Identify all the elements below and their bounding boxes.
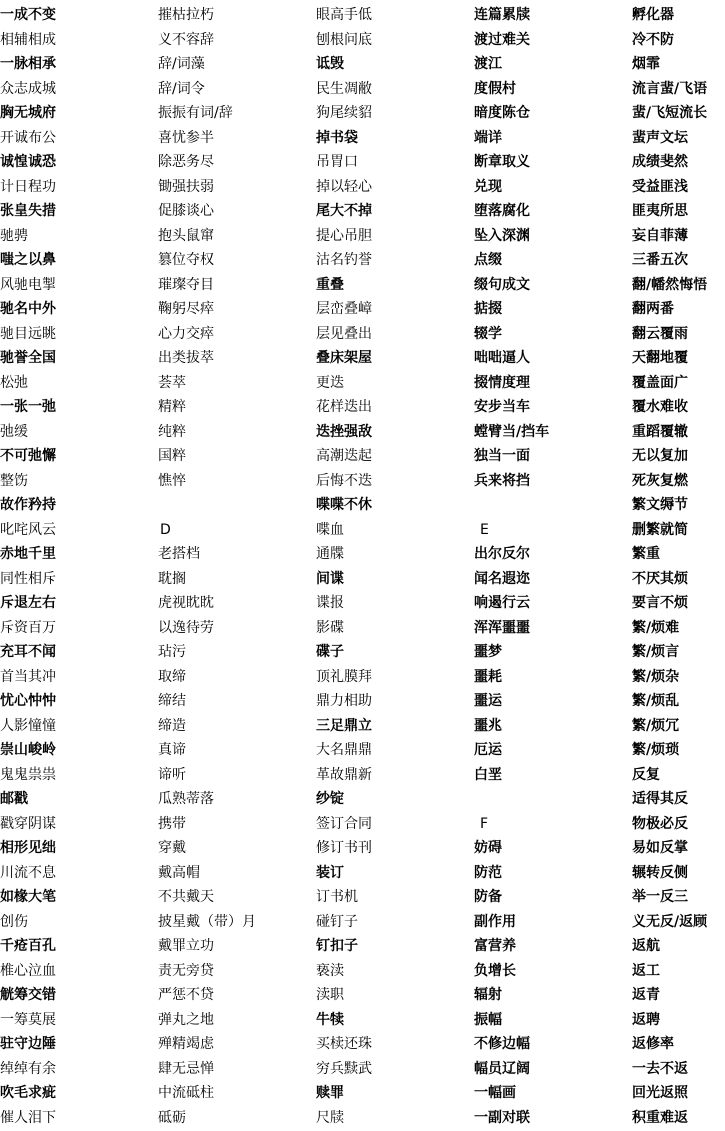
word-entry: 鼎力相助 — [316, 693, 372, 709]
word-entry: 一去不返 — [632, 1060, 688, 1077]
word-entry: 妄自菲薄 — [632, 227, 688, 244]
word-entry: 赎罪 — [316, 1085, 344, 1101]
word-entry — [474, 787, 632, 812]
word-entry: 篡位夺权 — [158, 252, 214, 268]
word-entry: 厄运 — [474, 742, 502, 758]
word-entry: 订书机 — [316, 889, 358, 905]
word-entry: 防备 — [474, 889, 502, 905]
word-entry: 真谛 — [158, 742, 186, 758]
word-entry: 耽搁 — [158, 570, 186, 587]
word-entry: 不可弛懈 — [0, 448, 56, 464]
word-entry: 忧心忡忡 — [0, 693, 56, 709]
word-entry: 渡过难关 — [474, 31, 530, 48]
word-entry: 兑现 — [474, 178, 502, 195]
word-entry: 责无旁贷 — [158, 962, 214, 979]
word-entry: 重蹈覆辙 — [632, 423, 688, 440]
word-entry: 掉以轻心 — [316, 178, 372, 195]
word-entry: 弛缓 — [0, 423, 28, 440]
word-entry: 赤地千里 — [0, 546, 56, 562]
word-entry: 掇情度理 — [474, 374, 530, 391]
word-entry: 孵化器 — [632, 7, 674, 23]
word-entry: 花样迭出 — [316, 399, 372, 415]
word-entry: 辞/词藻 — [158, 56, 205, 72]
word-entry: 肆无忌惮 — [158, 1060, 214, 1077]
word-entry: 吹毛求疵 — [0, 1085, 56, 1101]
word-entry: 同性相斥 — [0, 570, 56, 587]
word-entry: 流言蜚/飞语 — [632, 80, 708, 97]
word-entry: 驰名中外 — [0, 301, 56, 317]
word-entry: 三番五次 — [632, 252, 688, 268]
word-entry: 虎视眈眈 — [158, 595, 214, 611]
word-entry: 故作矜持 — [0, 497, 56, 513]
word-entry: 斥退左右 — [0, 595, 56, 611]
word-entry: 取缔 — [158, 668, 186, 685]
word-entry: 辗转反侧 — [632, 864, 688, 881]
word-entry: 老搭档 — [158, 546, 200, 562]
word-entry: 辐射 — [474, 987, 502, 1003]
word-entry: 一成不变 — [0, 7, 56, 23]
word-entry: 通牒 — [316, 546, 344, 562]
word-entry: 响遏行云 — [474, 595, 530, 611]
word-entry: 憔悴 — [158, 472, 186, 489]
word-entry: 返航 — [632, 938, 660, 954]
word-entry: 负增长 — [474, 962, 516, 979]
word-entry: 适得其反 — [632, 791, 688, 807]
word-entry: 白垩 — [474, 766, 502, 783]
word-entry: 浑浑噩噩 — [474, 619, 530, 636]
word-entry: 繁/烦乱 — [632, 693, 680, 709]
word-entry: 影碟 — [316, 619, 344, 636]
column-5 — [632, 3, 725, 1130]
word-entry: 碟子 — [316, 644, 344, 660]
word-entry: 噩兆 — [474, 717, 502, 734]
word-entry: 邮戳 — [0, 791, 28, 807]
word-entry: 妨碍 — [474, 840, 502, 856]
word-entry: 谛听 — [158, 766, 186, 783]
word-entry: 返聘 — [632, 1011, 660, 1028]
word-entry: 返工 — [632, 962, 660, 979]
word-entry: 碰钉子 — [316, 913, 358, 930]
word-entry: 璀璨夺目 — [158, 276, 214, 293]
word-entry: 签订合同 — [316, 815, 372, 832]
word-entry: 严惩不贷 — [158, 987, 214, 1003]
word-entry: 纯粹 — [158, 423, 186, 440]
word-entry: 如椽大笔 — [0, 889, 56, 905]
word-entry: 诚惶诚恐 — [0, 154, 56, 170]
word-entry: 度假村 — [474, 80, 516, 97]
word-entry: 玷污 — [158, 644, 186, 660]
word-entry: 断章取义 — [474, 154, 530, 170]
word-entry: 蜚/飞短流长 — [632, 105, 708, 121]
word-entry: 噩运 — [474, 693, 502, 709]
section-letter: F — [480, 815, 489, 832]
word-entry: 尺牍 — [316, 1109, 344, 1126]
word-entry: 成绩斐然 — [632, 154, 688, 170]
word-entry: 纱锭 — [316, 791, 344, 807]
word-entry: 革故鼎新 — [316, 766, 372, 783]
word-entry: 无以复加 — [632, 448, 688, 464]
word-entry: 计日程功 — [0, 178, 56, 195]
word-entry: 充耳不闻 — [0, 644, 56, 660]
word-entry: 驰骋 — [0, 227, 28, 244]
word-entry: 促膝谈心 — [158, 203, 214, 219]
word-entry — [474, 493, 632, 518]
word-entry: 抱头鼠窜 — [158, 227, 214, 244]
word-entry: 提心吊胆 — [316, 227, 372, 244]
word-entry: 人影憧憧 — [0, 717, 56, 734]
word-entry: 反复 — [632, 766, 660, 783]
word-entry: 一幅画 — [474, 1085, 516, 1101]
word-entry: 携带 — [158, 815, 186, 832]
word-entry: 以逸待劳 — [158, 619, 214, 636]
word-entry: 义无反/返顾 — [632, 913, 708, 930]
word-entry: 胸无城府 — [0, 105, 56, 121]
word-entry: 三足鼎立 — [316, 717, 372, 734]
word-entry: 更迭 — [316, 374, 344, 391]
word-entry: 出尔反尔 — [474, 546, 530, 562]
word-entry: 牛犊 — [316, 1011, 344, 1028]
word-entry: 摧枯拉朽 — [158, 7, 214, 23]
word-entry: 幅员辽阔 — [474, 1060, 530, 1077]
word-entry: 张皇失措 — [0, 203, 56, 219]
word-entry: 物极必反 — [632, 815, 688, 832]
word-entry: 繁文缛节 — [632, 497, 688, 513]
word-entry: 谍报 — [316, 595, 344, 611]
word-entry: 相辅相成 — [0, 31, 56, 48]
word-entry: 振振有词/辞 — [158, 105, 233, 121]
word-entry: 叱咤风云 — [0, 521, 56, 538]
word-entry: 闻名遐迩 — [474, 570, 530, 587]
word-entry: 副作用 — [474, 913, 516, 930]
word-entry: 安步当车 — [474, 399, 530, 415]
word-entry: 觥筹交错 — [0, 987, 56, 1003]
word-entry: 翻两番 — [632, 301, 674, 317]
word-entry: 一筹莫展 — [0, 1011, 56, 1028]
word-entry: 喜忧参半 — [158, 129, 214, 146]
word-entry: 天翻地覆 — [632, 350, 688, 366]
word-entry: 荟萃 — [158, 374, 186, 391]
word-entry: 买椟还珠 — [316, 1036, 372, 1052]
word-entry: 椎心泣血 — [0, 962, 56, 979]
word-entry: 除恶务尽 — [158, 154, 214, 170]
word-entry: 驰目远眺 — [0, 325, 56, 342]
word-entry: 翻/幡然悔悟 — [632, 276, 708, 293]
word-entry: 大名鼎鼎 — [316, 742, 372, 758]
word-entry: 回光返照 — [632, 1085, 688, 1101]
word-entry: 咄咄逼人 — [474, 350, 530, 366]
word-entry: 亵渎 — [316, 962, 344, 979]
word-entry: 戴高帽 — [158, 864, 200, 881]
word-entry: 要言不烦 — [632, 595, 688, 611]
word-entry: 繁/烦言 — [632, 644, 680, 660]
word-entry: 穷兵黩武 — [316, 1060, 372, 1077]
word-entry: 一副对联 — [474, 1109, 530, 1126]
word-entry: 缔造 — [158, 717, 186, 734]
word-entry: 顶礼膜拜 — [316, 668, 372, 685]
word-entry: 首当其冲 — [0, 668, 56, 685]
word-entry — [158, 493, 316, 518]
word-entry: 川流不息 — [0, 864, 56, 881]
word-entry: 繁/烦冗 — [632, 717, 680, 734]
word-entry: 戳穿阴谋 — [0, 815, 56, 832]
section-letter: E — [480, 521, 489, 538]
word-entry: 暗度陈仓 — [474, 105, 530, 121]
word-entry: 重叠 — [316, 276, 344, 293]
word-entry: 叠床架屋 — [316, 350, 372, 366]
word-entry: 驰誉全国 — [0, 350, 56, 366]
word-entry: 刨根问底 — [316, 31, 372, 48]
word-entry: 吊胃口 — [316, 154, 358, 170]
column-2 — [158, 3, 316, 1130]
word-entry: 心力交瘁 — [158, 325, 214, 342]
word-entry: 死灰复燃 — [632, 472, 688, 489]
word-entry: 斥资百万 — [0, 619, 56, 636]
word-entry: 冷不防 — [632, 31, 674, 48]
word-entry: 缔结 — [158, 693, 186, 709]
word-entry: 千疮百孔 — [0, 938, 56, 954]
word-entry: 缀句成文 — [474, 276, 530, 293]
word-entry: 一张一弛 — [0, 399, 56, 415]
word-entry: 删繁就简 — [632, 521, 688, 538]
word-entry: 堕落腐化 — [474, 203, 530, 219]
word-entry: 渎职 — [316, 987, 344, 1003]
word-entry: 出类拔萃 — [158, 350, 214, 366]
word-entry: 间谍 — [316, 570, 344, 587]
word-entry: 民生凋敝 — [316, 80, 372, 97]
word-entry: 锄强扶弱 — [158, 178, 214, 195]
column-1 — [0, 3, 158, 1130]
word-entry: 义不容辞 — [158, 31, 214, 48]
word-entry: 掂掇 — [474, 301, 502, 317]
word-entry: 装订 — [316, 864, 344, 881]
word-entry: 开诚布公 — [0, 129, 56, 146]
word-entry: 返青 — [632, 987, 660, 1003]
word-entry: 噩耗 — [474, 668, 502, 685]
word-entry: 整饬 — [0, 472, 28, 489]
section-letter: D — [160, 521, 171, 538]
word-entry: 繁重 — [632, 546, 660, 562]
word-entry: 鞠躬尽瘁 — [158, 301, 214, 317]
word-entry: 狗尾续貂 — [316, 105, 372, 121]
word-entry: 迭挫强敌 — [316, 423, 372, 440]
word-entry: 螳臂当/挡车 — [474, 423, 550, 440]
word-entry: 众志成城 — [0, 80, 56, 97]
word-entry: 坠入深渊 — [474, 227, 530, 244]
word-entry: 中流砥柱 — [158, 1085, 214, 1101]
word-entry: 不厌其烦 — [632, 570, 688, 587]
word-entry: 高潮迭起 — [316, 448, 372, 464]
word-entry: 殚精竭虑 — [158, 1036, 214, 1052]
word-entry: 钉扣子 — [316, 938, 358, 954]
word-entry: 积重难返 — [632, 1109, 688, 1126]
word-entry: 诋毁 — [316, 56, 344, 72]
word-entry: 崇山峻岭 — [0, 742, 56, 758]
word-entry: 风驰电掣 — [0, 276, 56, 293]
word-entry: 国粹 — [158, 448, 186, 464]
word-entry: 弹丸之地 — [158, 1011, 214, 1028]
word-entry: 端详 — [474, 129, 502, 146]
word-entry: 修订书刊 — [316, 840, 372, 856]
column-4 — [474, 3, 632, 1130]
word-entry: 沽名钓誉 — [316, 252, 372, 268]
word-entry: 瓜熟蒂落 — [158, 791, 214, 807]
word-entry: 驻守边陲 — [0, 1036, 56, 1052]
word-entry: 松弛 — [0, 374, 28, 391]
word-entry: 层峦叠嶂 — [316, 301, 372, 317]
word-entry: 绰绰有余 — [0, 1060, 56, 1077]
word-entry: 返修率 — [632, 1036, 674, 1052]
word-entry: 戴罪立功 — [158, 938, 214, 954]
word-entry: 穿戴 — [158, 840, 186, 856]
word-entry: 眼高手低 — [316, 7, 372, 23]
word-entry: 繁/烦难 — [632, 619, 680, 636]
word-entry: 砥砺 — [158, 1109, 186, 1126]
word-entry: 噩梦 — [474, 644, 502, 660]
word-entry: 举一反三 — [632, 889, 688, 905]
word-entry: 匪夷所思 — [632, 203, 688, 219]
word-entry: 催人泪下 — [0, 1109, 56, 1126]
word-entry: 独当一面 — [474, 448, 530, 464]
column-3 — [316, 3, 474, 1130]
word-entry: 连篇累牍 — [474, 7, 530, 23]
word-entry: 渡江 — [474, 56, 502, 72]
word-entry: 辍学 — [474, 325, 502, 342]
word-entry: 一脉相承 — [0, 56, 56, 72]
word-entry: 繁/烦琐 — [632, 742, 680, 758]
word-entry: 相形见绌 — [0, 840, 56, 856]
word-entry: 防范 — [474, 864, 502, 881]
word-entry: 点缀 — [474, 252, 502, 268]
word-entry: 覆水难收 — [632, 399, 688, 415]
word-entry: 覆盖面广 — [632, 374, 688, 391]
word-entry: 掉书袋 — [316, 129, 358, 146]
word-entry: 精粹 — [158, 399, 186, 415]
word-entry: 翻云覆雨 — [632, 325, 688, 342]
word-entry: 喋血 — [316, 521, 344, 538]
word-entry: 不修边幅 — [474, 1036, 530, 1052]
word-entry: 鬼鬼祟祟 — [0, 766, 56, 783]
word-entry: 尾大不掉 — [316, 203, 372, 219]
word-entry: 受益匪浅 — [632, 178, 688, 195]
word-entry: 兵来将挡 — [474, 472, 530, 489]
word-entry: 辞/词令 — [158, 80, 205, 97]
word-entry: 不共戴天 — [158, 889, 214, 905]
word-entry: 层见叠出 — [316, 325, 372, 342]
word-entry: 振幅 — [474, 1011, 502, 1028]
word-entry: 喋喋不休 — [316, 497, 372, 513]
word-entry: 烟霏 — [632, 56, 660, 72]
word-entry: 后悔不迭 — [316, 472, 372, 489]
word-entry: 创伤 — [0, 913, 28, 930]
idiom-table — [0, 3, 725, 1130]
word-entry: 易如反掌 — [632, 840, 688, 856]
word-entry: 繁/烦杂 — [632, 668, 680, 685]
word-entry: 富营养 — [474, 938, 516, 954]
word-entry: 蜚声文坛 — [632, 129, 688, 146]
word-entry: 嗤之以鼻 — [0, 252, 56, 268]
word-entry: 披星戴（带）月 — [158, 913, 256, 930]
